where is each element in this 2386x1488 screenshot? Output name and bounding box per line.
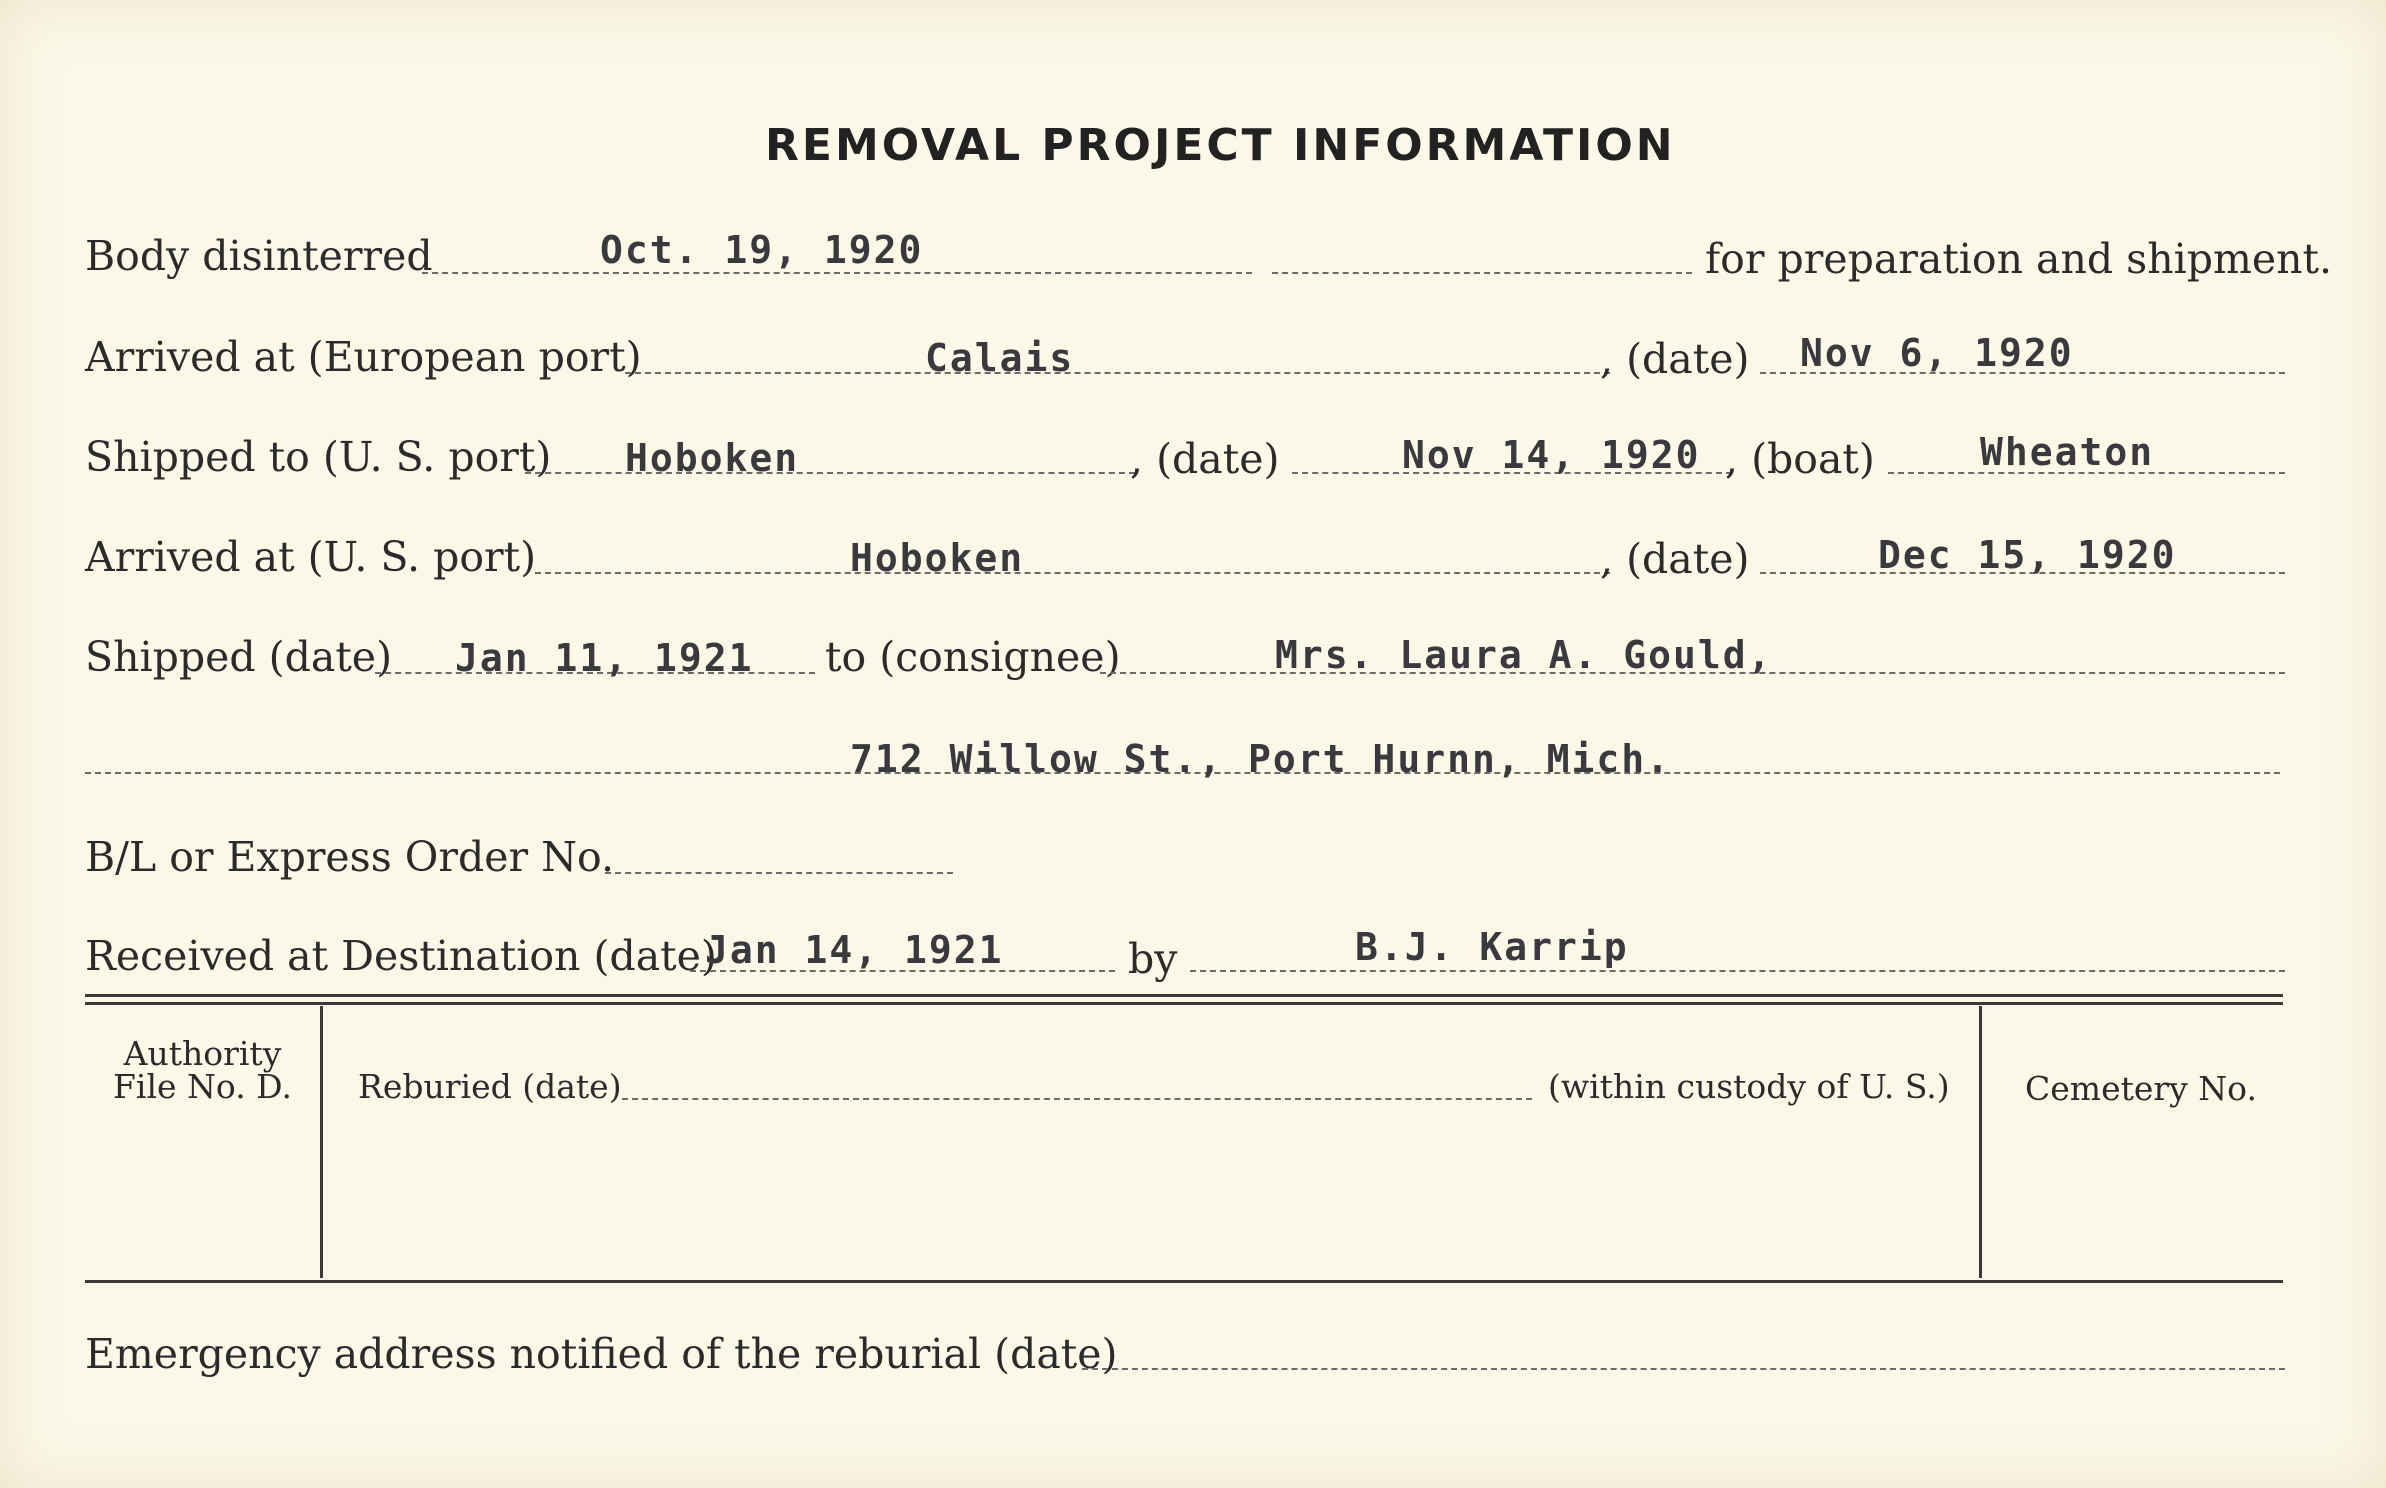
received-by-line	[1190, 970, 2285, 972]
european-date-label: , (date)	[1600, 335, 1750, 383]
authority-label-line2: File No. D.	[113, 1067, 292, 1106]
right-column-divider	[1979, 1006, 1982, 1278]
shipped-to-us-label: Shipped to (U. S. port)	[85, 433, 552, 481]
reburied-date-label: Reburied (date)	[358, 1067, 622, 1106]
emergency-date-line	[1082, 1368, 2285, 1370]
consignee-address-value: 712 Willow St., Port Hurnn, Mich.	[850, 737, 1671, 781]
european-port-line	[625, 372, 1610, 374]
us-port-shipped-value: Hoboken	[625, 436, 800, 480]
us-port-arrived-value: Hoboken	[850, 536, 1025, 580]
received-by-label: by	[1128, 935, 1178, 983]
received-by-value: B.J. Karrip	[1355, 925, 1629, 969]
boat-value: Wheaton	[1980, 430, 2155, 474]
body-disinterred-label: Body disinterred	[85, 232, 433, 280]
received-date-value: Jan 14, 1921	[705, 928, 1004, 972]
double-rule-bottom	[85, 1002, 2283, 1005]
disinterred-line	[422, 272, 1252, 274]
double-rule-top	[85, 994, 2283, 997]
box-bottom-rule	[85, 1280, 2283, 1283]
cemetery-no-label: Cemetery No.	[2025, 1069, 2257, 1108]
for-preparation-label: for preparation and shipment.	[1705, 235, 2333, 283]
us-port-shipped-line	[525, 472, 1135, 474]
card-title: REMOVAL PROJECT INFORMATION	[765, 120, 1676, 171]
consignee-value: Mrs. Laura A. Gould,	[1275, 633, 1773, 677]
european-port-value: Calais	[925, 336, 1075, 380]
us-port-arrived-line	[535, 572, 1610, 574]
bl-order-label: B/L or Express Order No.	[85, 833, 615, 881]
european-arrival-date-value: Nov 6, 1920	[1800, 331, 2074, 375]
boat-label: , (boat)	[1725, 435, 1875, 483]
reburied-date-line	[622, 1098, 1532, 1100]
authority-label-line1: Authority	[123, 1034, 282, 1073]
us-arrival-date-label: , (date)	[1600, 535, 1750, 583]
disinterred-line-2	[1272, 272, 1692, 274]
received-destination-label: Received at Destination (date)	[85, 932, 717, 980]
within-custody-label: (within custody of U. S.)	[1548, 1067, 1950, 1106]
emergency-address-label: Emergency address notified of the reburial (date)	[85, 1330, 1118, 1378]
disinterred-date-value: Oct. 19, 1920	[600, 228, 924, 272]
consignee-label: to (consignee)	[825, 633, 1121, 681]
bl-order-line	[605, 872, 953, 874]
shipped-date-label: Shipped (date)	[85, 633, 393, 681]
left-column-divider	[320, 1006, 323, 1278]
us-arrival-date-value: Dec 15, 1920	[1878, 533, 2177, 577]
arrived-european-label: Arrived at (European port)	[85, 333, 642, 381]
arrived-us-label: Arrived at (U. S. port)	[85, 533, 537, 581]
us-shipped-date-label: , (date)	[1130, 435, 1280, 483]
us-shipped-date-value: Nov 14, 1920	[1402, 433, 1701, 477]
shipped-date-value: Jan 11, 1921	[455, 636, 754, 680]
